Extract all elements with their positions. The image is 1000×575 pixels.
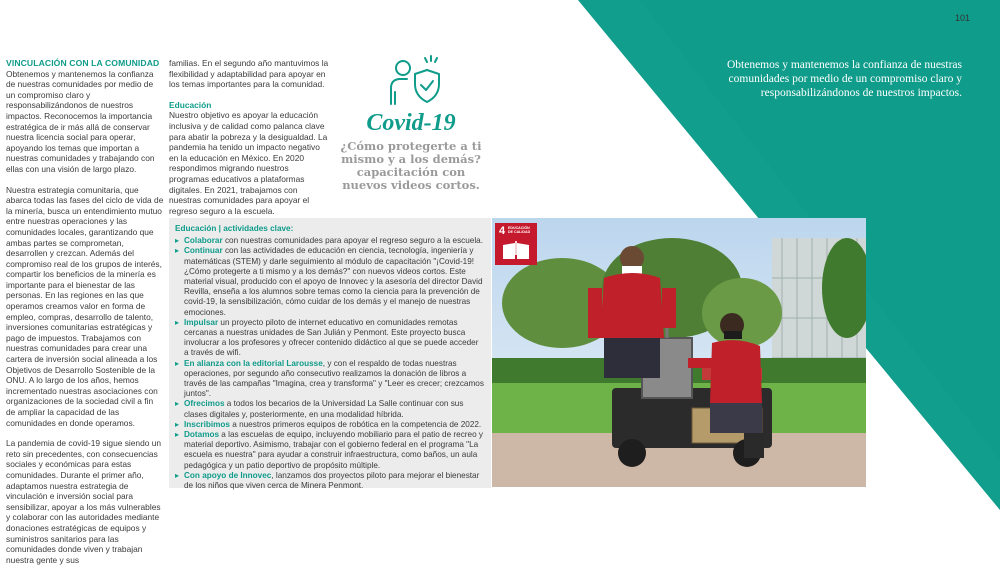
sdg-4-badge (495, 223, 537, 265)
list-item: ▸ Continuar con las actividades de educación en ciencia, tecnología, ingeniería y matemáticas (STEM) y darle seguimiento al módulo de capacitación "¡Covid-19! ¿Cómo protegerte a ti mismo y a los demás?" con nuevos videos cortos. Este material visual, producido con el apoyo de Innovec y la asesoría del director David Revilla, enseña a los alumnos sobre temas como la ciencia para la prevención de covid-19, la sensibilización, cómo cuidar de los demás y el manejo de nuestras emociones. (175, 246, 485, 317)
community-column (6, 58, 164, 575)
section-heading: VINCULACIÓN CON LA COMUNIDAD (6, 58, 160, 68)
list-item: ▸ Inscribimos a nuestros primeros equipos de robótica en la competencia de 2022. (175, 420, 485, 430)
students-robot-photo (492, 218, 866, 487)
book-pencil-icon (501, 241, 531, 261)
list-item: ▸ Con apoyo de Innovec, lanzamos dos proyectos piloto para mejorar el bienestar de los niños que viven cerca de Minera Penmont. (175, 471, 485, 491)
covid-callout (336, 52, 486, 192)
person-shield-icon (381, 52, 441, 108)
list-item: ▸ En alianza con la editorial Larousse, y con el respaldo de todas nuestras operaciones, por segundo año consecutivo realizamos la donación de libros a través de las campañas "Imagina, crea y transforma" y "Leer es crecer; crezcamos juntos". (175, 359, 485, 400)
list-item: ▸ Ofrecimos a todos los becarios de la Universidad La Salle continuar con sus clases digitales y, posteriormente, en una modalidad híbrida. (175, 399, 485, 419)
activities-heading: Educación | actividades clave: (175, 224, 294, 233)
paragraph: Obtenemos y mantenemos la confianza de nuestras comunidades por medio de un compromiso claro y responsabilizándonos de nuestros impactos. Reconocemos la importancia estratégica de ir más allá de conservar nuestra licencia social para operar, apoyando los temas que importan a nuestras comunidades y trabajando con ellas con una visión de largo plazo. (6, 68, 155, 174)
covid-title: Covid-19 (366, 110, 456, 136)
paragraph: familias. En el segundo año mantuvimos la flexibilidad y adaptabilidad para apoyar en los temas importantes para la comunidad. (169, 58, 329, 90)
paragraph: Nuestra estrategia comunitaria, que abarca todas las fases del ciclo de vida de la minería, busca un entendimiento mutuo entre nuestras operaciones y las comunidades locales, garantizando que ambas partes se comprometan, desarrollen y crezcan. Además del compromiso real de los grupos de interés, compartir los beneficios de la minería es importante para el bienestar de las personas. En las regiones en las que operamos creamos valor en forma de empleo, compras, desarrollo de talento, inversiones comunitarias estratégicas y pago de impuestos. Trabajamos con nuestras comunidades para crear una cartera de inversión social alineada a los Objetivos de Desarrollo Sostenible de la ONU. A lo largo de los años, hemos incrementado nuestras asociaciones con organizaciones de la sociedad civil a fin de ampliar la capacidad de las comunidades en donde operamos. (6, 184, 164, 428)
education-column (169, 58, 329, 226)
paragraph: La pandemia de covid-19 sigue siendo un reto sin precedentes, con consecuencias sociales y económicas para estas comunidades. Durante el primer año, adaptamos nuestra estrategia de vinculación e inversión social para sensibilizar, apoyar a los más vulnerables y colaborar con las autoridades mediante donaciones estratégicas de equipos y suministros sanitarios para las comunidades donde viven y trabajan nuestra gente y sus (6, 438, 162, 565)
covid-subtitle: ¿Cómo protegerte a ti mismo y a los demás? capacitación con nuevos videos cortos. (340, 139, 482, 192)
education-activities-panel (169, 218, 491, 491)
sdg-number: 4 (499, 225, 506, 237)
page-number: 101 (955, 13, 971, 23)
paragraph: Nuestro objetivo es apoyar la educación inclusiva y de calidad como palanca clave para abatir la pobreza y la desigualdad. La pandemia ha tenido un impacto negativo en la educación en México. En 2020 respondimos migrando nuestros programas educativos a plataformas digitales. En 2021, trabajamos con nuestras comunidades para apoyar el regreso seguro a la escuela. (169, 110, 328, 216)
list-item: ▸ Impulsar un proyecto piloto de internet educativo en comunidades remotas cercanas a nuestras unidades de San Julián y Penmont. Este proyecto busca involucrar a los profesores y ofrecer contenido didáctico al que se puede acceder a través de wifi. (175, 318, 485, 359)
highlight-quote: Obtenemos y mantenemos la confianza de nuestras comunidades por medio de un compromiso claro y responsabilizándonos de nuestros impactos. (726, 59, 962, 99)
sdg-label: EDUCACIÓN DE CALIDAD (508, 226, 531, 234)
list-item: ▸ Dotamos a las escuelas de equipo, incluyendo mobiliario para el patio de recreo y material deportivo. Asimismo, trabajar con el gobierno federal en el programa "La escuela es nuestra" para ayudar a construir infraestructura, como baños, un aula pedagógica y un patio deportivo de propósito múltiple. (175, 430, 485, 471)
education-heading: Educación (169, 99, 212, 110)
list-item: ▸ Colaborar con nuestras comunidades para apoyar el regreso seguro a la escuela. (175, 236, 485, 246)
